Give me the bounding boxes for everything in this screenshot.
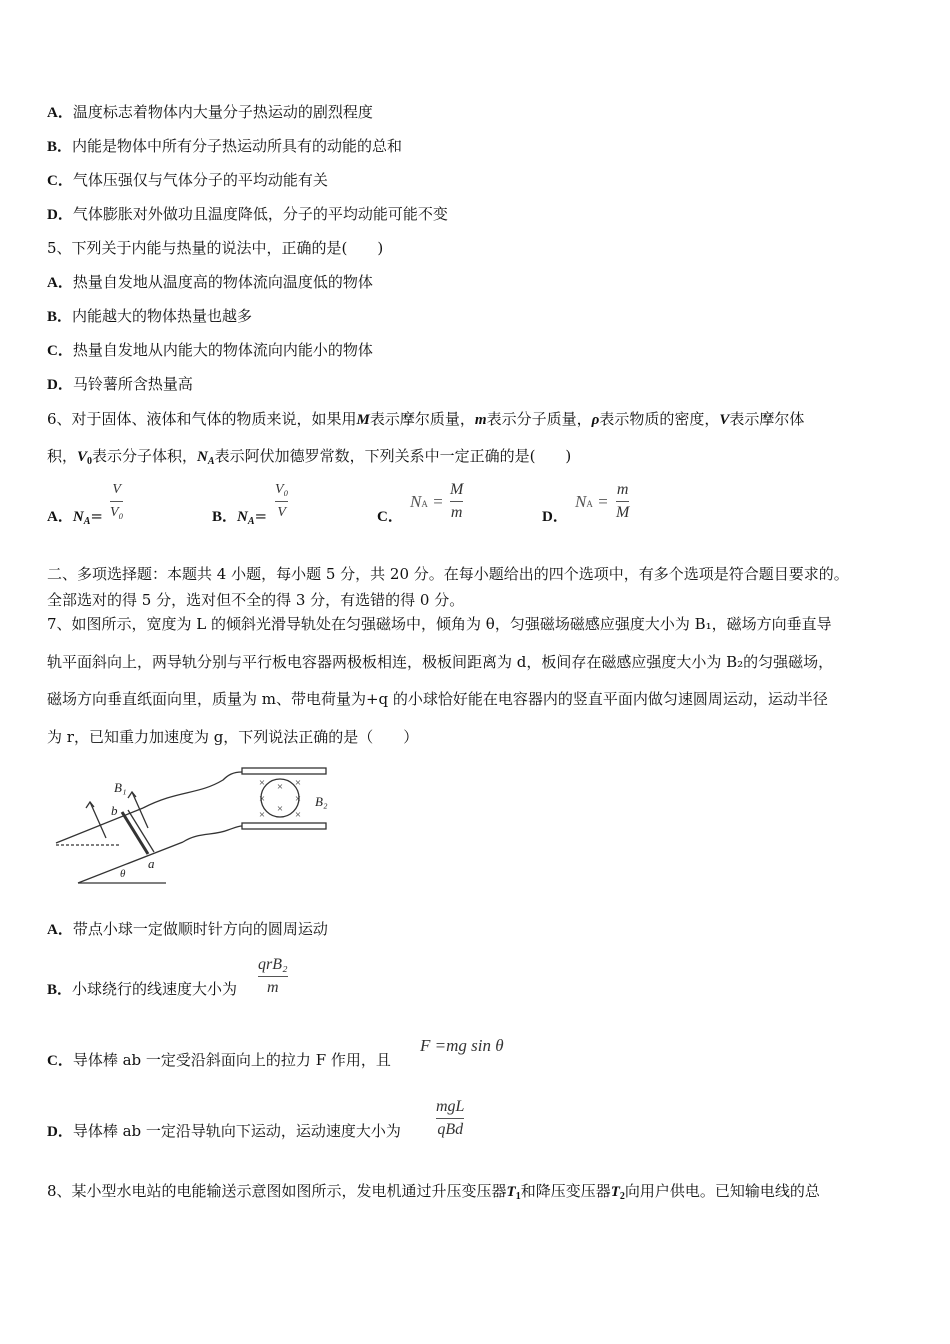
- q8-stem-line1: [47, 1181, 820, 1207]
- q6-option-b-fraction: [275, 480, 288, 523]
- option-text: 小球绕行的线速度大小为: [72, 980, 238, 998]
- fraction-numerator: M: [450, 481, 464, 498]
- option-text: 气体膨胀对外做功且温度降低，分子的平均动能可能不变: [72, 205, 448, 223]
- q8-text: 向用户供电。已知输电线的总: [624, 1182, 820, 1200]
- fraction-denominator: V₀: [110, 505, 124, 520]
- fraction-bar: [258, 976, 288, 977]
- q6-text: 表示摩尔体: [729, 410, 805, 428]
- q7-stem-line3: 磁场方向垂直纸面向里，质量为 m、带电荷量为+q 的小球恰好能在电容器内的竖直平面内做匀速圆周运动，运动半径: [47, 690, 828, 708]
- label-a: a: [148, 856, 155, 871]
- q7-stem-line4: 为 r，已知重力加速度为 g，下列说法正确的是（ ）: [47, 728, 419, 746]
- label-B2: B₂: [315, 794, 328, 809]
- fraction-denominator: V: [277, 505, 286, 520]
- field-x-mark: ×: [294, 777, 302, 789]
- fraction-denominator: qBd: [437, 1121, 464, 1138]
- q6-stem-line2: [47, 446, 571, 472]
- q7-option-c: [47, 1050, 391, 1071]
- q5-option-c: [47, 340, 373, 361]
- fraction-numerator: V₀: [275, 482, 289, 497]
- option-label: A．: [47, 922, 73, 938]
- field-x-mark: ×: [276, 803, 284, 815]
- q6-symbol-V: V: [719, 412, 730, 428]
- q6-text: 表示分子质量，: [486, 410, 592, 428]
- q6-text: 积，: [47, 447, 78, 465]
- fraction-bar: [110, 501, 123, 502]
- option-label: C．: [377, 509, 403, 525]
- fraction-bar: [275, 501, 288, 502]
- q6-option-d-lhs: [575, 492, 609, 512]
- label-theta: θ: [120, 868, 126, 880]
- option-label: B．: [47, 982, 73, 998]
- q7-option-d: [47, 1121, 401, 1142]
- q6-option-d-fraction: [616, 480, 629, 523]
- option-text: 导体棒 ab 一定沿导轨向下运动，运动速度大小为: [72, 1122, 401, 1140]
- q6-text: 表示分子体积，: [92, 447, 198, 465]
- q5-option-d: [47, 374, 193, 395]
- equals-sign: =: [90, 507, 103, 525]
- upper-plate: [242, 768, 326, 774]
- lhs-symbol: N: [72, 509, 84, 525]
- q7-option-a: [47, 919, 328, 940]
- q6-symbol-rho: ρ: [591, 412, 600, 428]
- q7-figure: [48, 760, 348, 890]
- lhs-symbol: N: [237, 509, 248, 525]
- q6-option-c: [377, 506, 403, 527]
- q6-symbol-m: m: [474, 412, 487, 428]
- option-text: 温度标志着物体内大量分子热运动的剧烈程度: [72, 103, 373, 121]
- lhs-subscript: A: [83, 516, 91, 527]
- section2-heading-line2: 全部选对的得 5 分，选对但不全的得 3 分，有选错的得 0 分。: [47, 591, 465, 609]
- lhs-symbol: N: [575, 492, 587, 511]
- q6-symbol-M: M: [356, 412, 370, 428]
- rod-ab-edge: [128, 810, 154, 852]
- fraction-numerator: qrB₂: [258, 956, 288, 973]
- q6-subscript: A: [207, 456, 215, 467]
- q6-text: 表示物质的密度，: [599, 410, 720, 428]
- wire-upper: [143, 772, 242, 808]
- fraction-bar: [616, 501, 629, 502]
- fraction-denominator: m: [450, 504, 463, 521]
- q4-option-c: [47, 170, 328, 191]
- fraction-denominator: M: [616, 504, 630, 521]
- q6-text: 表示阿伏加德罗常数，下列关系中一定正确的是( ): [214, 447, 572, 465]
- option-label: B．: [47, 309, 73, 325]
- q8-symbol-T1: T: [506, 1184, 516, 1200]
- field-x-mark: ×: [294, 793, 302, 805]
- option-text: 带点小球一定做顺时针方向的圆周运动: [72, 920, 328, 938]
- lhs-subscript: A: [586, 499, 593, 509]
- option-text: 内能越大的物体热量也越多: [72, 307, 253, 325]
- q5-stem: 5、下列关于内能与热量的说法中，正确的是( ): [47, 239, 384, 257]
- q8-subscript: 2: [619, 1191, 625, 1202]
- equals-sign: =: [432, 492, 444, 511]
- q6-option-d: [542, 506, 568, 527]
- option-label: D．: [542, 509, 568, 525]
- lower-plate: [242, 823, 326, 829]
- option-label: D．: [47, 377, 73, 393]
- q6-option-c-lhs: [410, 492, 444, 512]
- q6-symbol-NA: N: [197, 449, 208, 465]
- field-x-mark: ×: [258, 793, 266, 805]
- b1-arrow-left: [90, 802, 106, 838]
- q7-stem-line1: 7、如图所示，宽度为 L 的倾斜光滑导轨处在匀强磁场中，倾角为 θ，匀强磁场磁感应强度大小为 B₁，磁场方向垂直导: [47, 615, 832, 633]
- label-b: b: [111, 803, 118, 818]
- fraction-numerator: mgL: [436, 1098, 465, 1115]
- option-text: 导体棒 ab 一定受沿斜面向上的拉力 F 作用，且: [72, 1051, 391, 1069]
- lhs-symbol: N: [410, 492, 422, 511]
- equals-sign: =: [254, 507, 268, 525]
- q6-option-a: [47, 506, 103, 532]
- q6-text: 6、对于固体、液体和气体的物质来说，如果用: [47, 410, 357, 428]
- q7-option-c-formula: F =mg sin θ: [420, 1036, 504, 1055]
- option-text: 热量自发地从内能大的物体流向内能小的物体: [72, 341, 373, 359]
- option-label: A．: [47, 509, 73, 525]
- q7-option-b: [47, 979, 237, 1000]
- option-label: B．: [212, 509, 238, 525]
- q4-option-a: [47, 102, 373, 123]
- q6-option-b: [212, 506, 267, 532]
- option-label: D．: [47, 1124, 73, 1140]
- q8-text: 和降压变压器: [520, 1182, 611, 1200]
- q4-option-b: [47, 136, 402, 157]
- option-text: 气体压强仅与气体分子的平均动能有关: [72, 171, 328, 189]
- field-x-mark: ×: [276, 781, 284, 793]
- fraction-numerator: V: [112, 482, 121, 497]
- option-label: C．: [47, 1053, 73, 1069]
- lower-rail: [78, 842, 183, 883]
- q7-option-b-fraction: [258, 955, 288, 998]
- option-label: D．: [47, 207, 73, 223]
- lhs-subscript: A: [421, 499, 428, 509]
- option-text: 内能是物体中所有分子热运动所具有的动能的总和: [72, 137, 403, 155]
- q6-option-c-fraction: [450, 480, 463, 523]
- q5-option-a: [47, 272, 373, 293]
- q6-subscript: 0: [87, 456, 93, 467]
- fraction-numerator: m: [616, 481, 629, 498]
- equals-sign: =: [597, 492, 609, 511]
- field-x-mark: ×: [294, 809, 302, 821]
- fraction-denominator: m: [267, 979, 279, 996]
- section2-heading-line1: 二、多项选择题：本题共 4 小题，每小题 5 分，共 20 分。在每小题给出的四个选项中，有多个选项是符合题目要求的。: [47, 565, 849, 583]
- q6-symbol-V0: V: [77, 449, 88, 465]
- option-text: 马铃薯所含热量高: [72, 375, 193, 393]
- option-label: B．: [47, 139, 73, 155]
- q6-text: 表示摩尔质量，: [369, 410, 475, 428]
- field-x-mark: ×: [258, 777, 266, 789]
- option-label: A．: [47, 105, 73, 121]
- q6-option-a-fraction: [110, 480, 123, 523]
- option-label: C．: [47, 343, 73, 359]
- fraction-bar: [436, 1118, 464, 1119]
- q8-subscript: 1: [515, 1191, 521, 1202]
- label-B1: B₁: [114, 780, 127, 795]
- q7-stem-line2: 轨平面斜向上，两导轨分别与平行板电容器两极板相连，极板间距离为 d，板间存在磁感应强度大小为 B₂的匀强磁场，: [47, 653, 834, 671]
- option-label: C．: [47, 173, 73, 189]
- q7-option-d-fraction: [436, 1097, 464, 1140]
- q4-option-d: [47, 204, 448, 225]
- q8-text: 8、某小型水电站的电能输送示意图如图所示，发电机通过升压变压器: [47, 1182, 507, 1200]
- field-x-mark: ×: [258, 809, 266, 821]
- wire-lower: [183, 826, 242, 842]
- option-label: A．: [47, 275, 73, 291]
- q6-stem-line1: [47, 409, 804, 430]
- option-text: 热量自发地从温度高的物体流向温度低的物体: [72, 273, 373, 291]
- lhs-subscript: A: [247, 516, 255, 527]
- b1-arrow-right: [132, 792, 148, 828]
- q8-symbol-T2: T: [610, 1184, 620, 1200]
- fraction-bar: [450, 501, 463, 502]
- q5-option-b: [47, 306, 252, 327]
